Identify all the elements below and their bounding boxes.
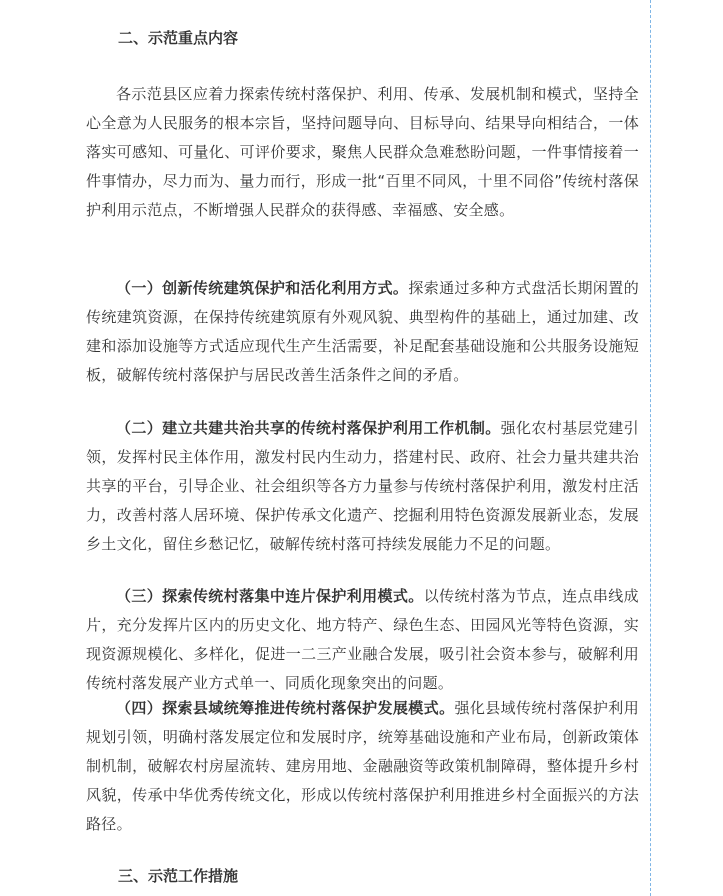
dashed-divider-line	[650, 0, 651, 896]
item-1-body: 探索通过多种方式盘活长期闲置的传统建筑资源，在保持传统建筑原有外观风貌、典型构件的基础上，通过加建、改建和添加设施等方式适应现代生产生活需要，补足配套基础设施和公共服务设施短板，破解传统村落保护与居民改善生活条件之间的矛盾。	[86, 279, 639, 384]
section-two-heading: 二、示范重点内容	[118, 29, 239, 47]
item-1-paragraph	[86, 274, 639, 390]
item-2-body: 强化农村基层党建引领，发挥村民主体作用，激发村民内生动力，搭建村民、政府、社会力量共建共治共享的平台，引导企业、社会组织等各方力量参与传统村落保护利用，激发村庄活力，改善村落人居环境、保护传承文化遗产、挖掘利用特色资源发展新业态，发展乡土文化，留住乡愁记忆，破解传统村落可持续发展能力不足的问题。	[86, 419, 639, 553]
section-three-heading: 三、示范工作措施	[118, 867, 239, 885]
item-4-title: （四）探索县域统筹推进传统村落保护发展模式。	[116, 699, 455, 717]
intro-paragraph: 各示范县区应着力探索传统村落保护、利用、传承、发展机制和模式，坚持全心全意为人民服务的根本宗旨，坚持问题导向、目标导向、结果导向相结合，一体落实可感知、可量化、可评价要求，聚焦人民群众急难愁盼问题，一件事情接着一件事情办，尽力而为、量力而行，形成一批“百里不同风，十里不同俗”传统村落保护利用示范点，不断增强人民群众的获得感、幸福感、安全感。	[86, 85, 639, 219]
item-3-paragraph	[86, 582, 639, 698]
item-3-title: （三）探索传统村落集中连片保护利用模式。	[116, 587, 424, 605]
item-2-paragraph	[86, 414, 639, 559]
item-1-title: （一）创新传统建筑保护和活化利用方式。	[116, 279, 409, 297]
item-3-body: 以传统村落为节点，连点串线成片，充分发挥片区内的历史文化、地方特产、绿色生态、田园风光等特色资源，实现资源规模化、多样化，促进一二三产业融合发展，吸引社会资本参与，破解利用传统村落发展产业方式单一、同质化现象突出的问题。	[86, 587, 639, 692]
item-4-paragraph	[86, 694, 639, 839]
item-2-title: （二）建立共建共治共享的传统村落保护利用工作机制。	[116, 419, 501, 437]
item-4-body: 强化县域传统村落保护利用规划引领，明确村落发展定位和发展时序，统筹基础设施和产业布局，创新政策体制机制，破解农村房屋流转、建房用地、金融融资等政策机制障碍，整体提升乡村风貌，传承中华优秀传统文化，形成以传统村落保护利用推进乡村全面振兴的方法路径。	[86, 699, 639, 833]
